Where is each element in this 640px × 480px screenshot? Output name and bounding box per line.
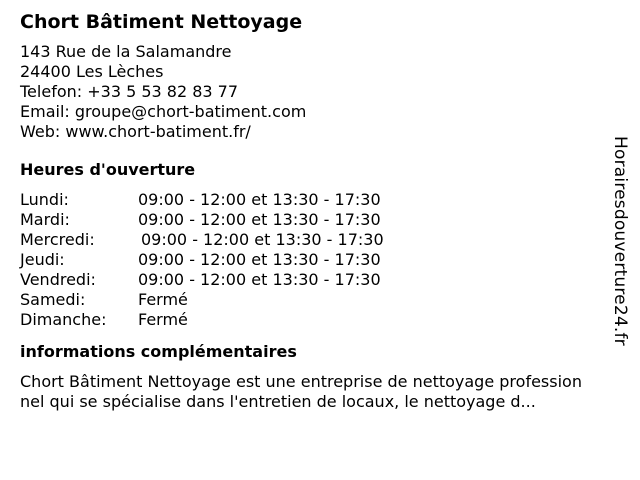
site-watermark: Horairesdouverture24.fr	[610, 136, 630, 346]
business-card	[20, 10, 610, 412]
address-street: 143 Rue de la Salamandre	[20, 42, 232, 61]
time-value: 09:00 - 12:00 et 13:30 - 17:30	[141, 230, 384, 249]
web-line: Web: www.chort-batiment.fr/	[20, 122, 251, 141]
business-name: Chort Bâtiment Nettoyage	[20, 11, 303, 33]
hours-heading: Heures d'ouverture	[20, 160, 196, 179]
hours-row-saturday	[20, 290, 610, 310]
day-label: Lundi:	[20, 190, 69, 209]
business-description: Chort Bâtiment Nettoyage est une entreprise de nettoyage professionnel qui se spécialise dans l'entretien de locaux, le nettoyage d...	[20, 372, 582, 411]
email-line: Email: groupe@chort-batiment.com	[20, 102, 307, 121]
hours-row-sunday	[20, 310, 610, 330]
day-label: Mardi:	[20, 210, 70, 229]
hours-row-tuesday	[20, 210, 610, 230]
day-label: Vendredi:	[20, 270, 96, 289]
time-value: Fermé	[138, 310, 188, 329]
day-label: Dimanche:	[20, 310, 107, 329]
day-label: Mercredi:	[20, 230, 95, 249]
time-value: 09:00 - 12:00 et 13:30 - 17:30	[138, 210, 381, 229]
address-city: 24400 Les Lèches	[20, 62, 164, 81]
hours-row-friday	[20, 270, 610, 290]
day-label: Jeudi:	[20, 250, 65, 269]
extra-info-heading: informations complémentaires	[20, 342, 297, 361]
phone-line: Telefon: +33 5 53 82 83 77	[20, 82, 239, 101]
hours-row-monday	[20, 190, 610, 210]
time-value: 09:00 - 12:00 et 13:30 - 17:30	[138, 190, 381, 209]
hours-row-wednesday	[20, 230, 610, 250]
time-value: Fermé	[138, 290, 188, 309]
hours-row-thursday	[20, 250, 610, 270]
time-value: 09:00 - 12:00 et 13:30 - 17:30	[138, 270, 381, 289]
time-value: 09:00 - 12:00 et 13:30 - 17:30	[138, 250, 381, 269]
day-label: Samedi:	[20, 290, 86, 309]
hours-table	[20, 190, 610, 330]
